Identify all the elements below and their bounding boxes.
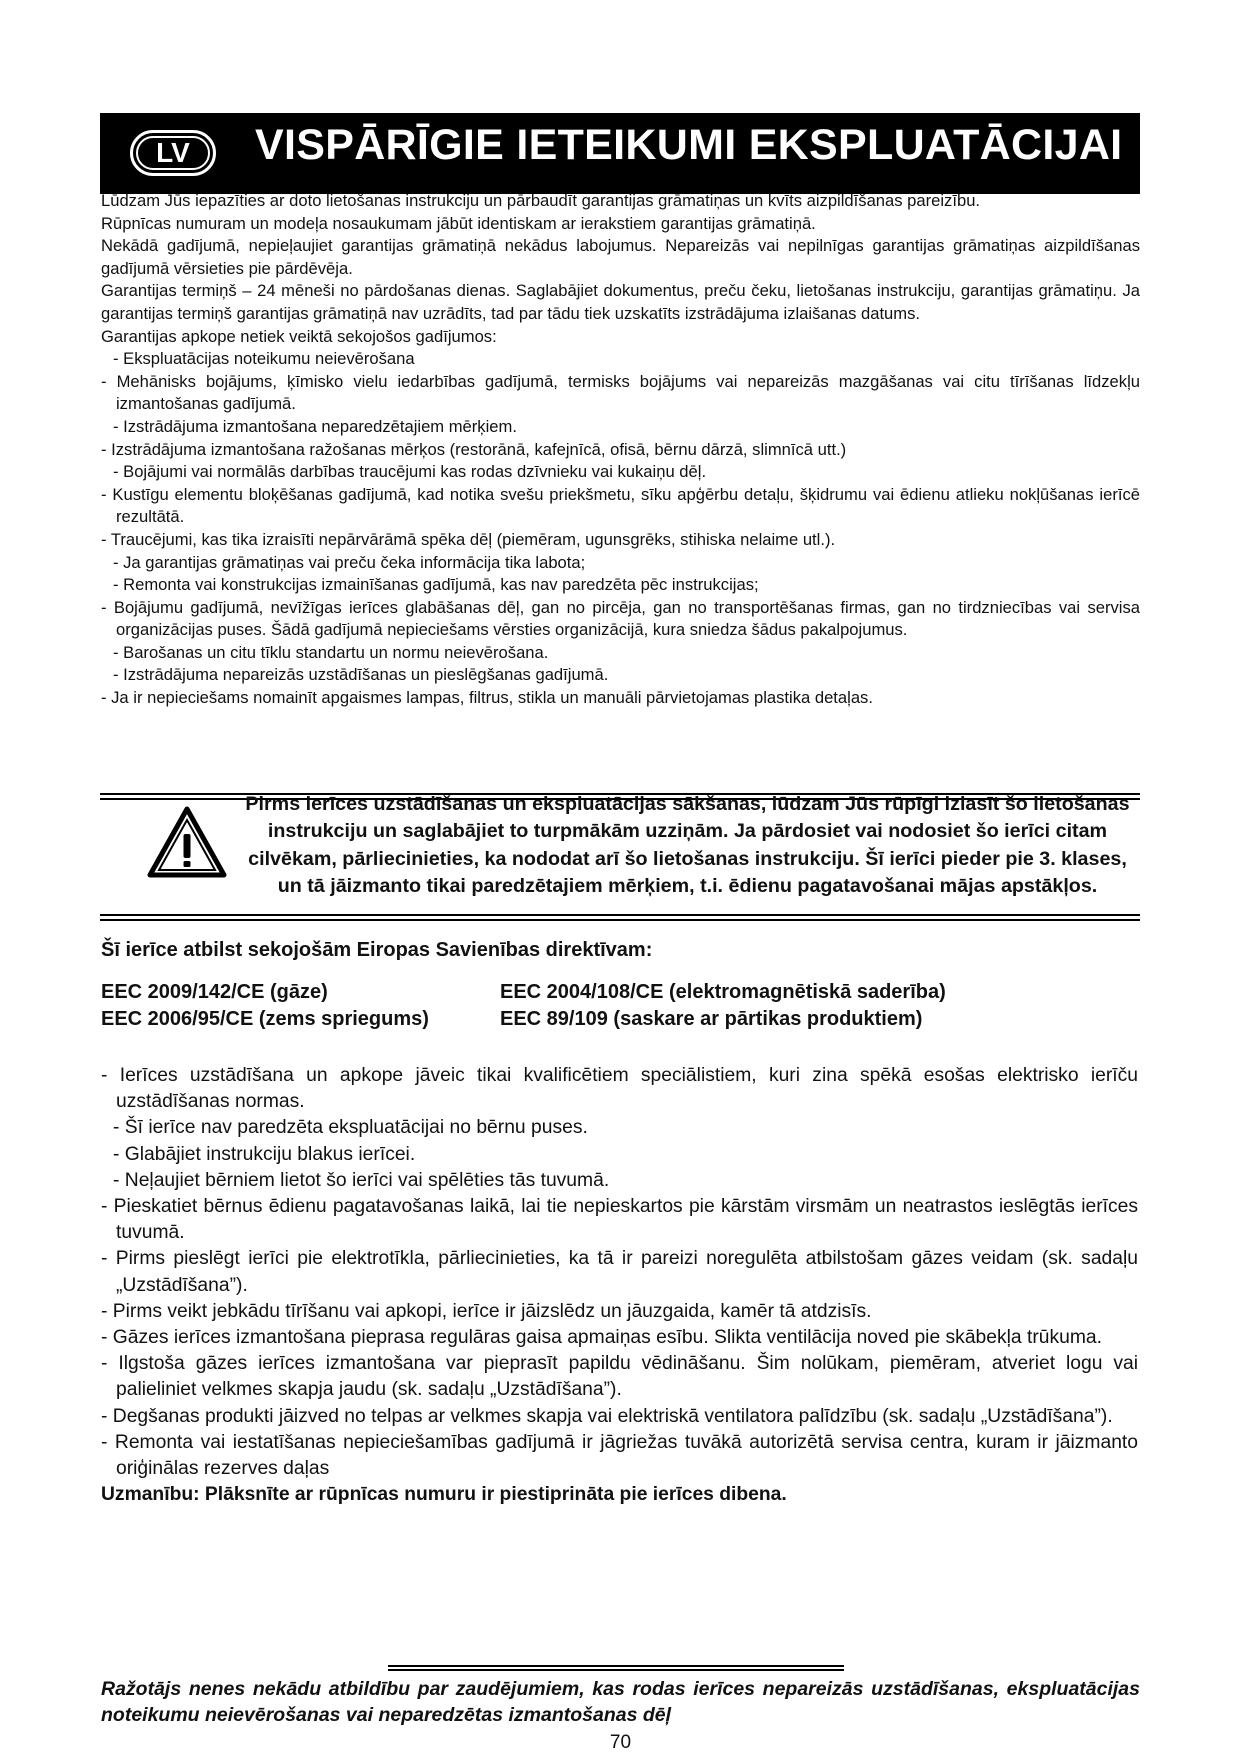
list-item: - Pieskatiet bērnus ēdienu pagatavošanas laikā, lai tie nepieskartos pie kārstām virsmām un neatrastos ieslēgtās ierīces tuvumā.: [101, 1196, 1138, 1244]
serial-plate-notice: Uzmanību: Plāksnīte ar rūpnīcas numuru ir piestiprināta pie ierīces dibena.: [101, 1484, 787, 1506]
directive-low-voltage: EEC 2006/95/CE (zems spriegums): [101, 1008, 429, 1030]
language-badge: [130, 130, 216, 176]
list-item: - Izstrādājuma nepareizās uzstādīšanas un pieslēgšanas gadījumā.: [113, 665, 609, 685]
directives-title: Šī ierīce atbilst sekojošām Eiropas Savienības direktīvam:: [101, 939, 653, 961]
list-item: - Izstrādājuma izmantošana neparedzētajiem mērķiem.: [113, 416, 517, 436]
title-bar: [100, 113, 1140, 194]
warning-triangle-icon: [147, 806, 227, 878]
warning-text: Pirms ierīces uzstādīšanas un ekspluatācijas sākšanas, lūdzam Jūs rūpīgi izlasīt šo lietošanas instrukciju un saglabājiet to turpmākām uzziņām. Ja pārdosiet vai nodosiet šo ierīci citam cilvēkam, pārliecinieties, ka nododat arī šo lietošanas instrukciju. Šī ierīci pieder pie 3. klases, un tā jāizmanto tikai paredzētajiem mērķiem, t.i. ēdienu pagatavošanai mājas apstākļos.: [245, 793, 1130, 898]
list-item: - Ekspluatācijas noteikumu neievērošana: [113, 349, 415, 369]
page-title: VISPĀRĪGIE IETEIKUMI EKSPLUATĀCIJAI: [255, 121, 1123, 169]
warranty-exclusions-list: [101, 348, 1140, 710]
list-item: - Traucējumi, kas tika izraisīti nepārvārāmā spēka dēļ (piemēram, ugunsgrēks, stihiska nelaime utl.).: [101, 529, 836, 549]
intro-paragraph: Nekādā gadījumā, nepieļaujiet garantijas grāmatiņā nekādus labojumus. Nepareizās vai nepilnīgas garantijas grāmatiņas aizpildīšanas gadījumā vērsieties pie pārdēvēja.: [101, 236, 1140, 278]
disclaimer: Ražotājs nenes nekādu atbildību par zaudējumiem, kas rodas ierīces nepareizās uzstādīšanas, ekspluatācijas noteikumu neievērošanas vai neparedzētas izmantošanas dēļ: [101, 1678, 1140, 1726]
list-item: - Ilgstoša gāzes ierīces izmantošana var pieprasīt papildu vēdināšanu. Šim nolūkam, piemēram, atveriet logu vai palieliniet velkmes skapja jaudu (sk. sadaļu „Uzstādīšana”).: [101, 1353, 1138, 1401]
list-item: - Remonta vai konstrukcijas izmainīšanas gadījumā, kas nav paredzēta pēc instrukcijas;: [113, 575, 759, 595]
list-item: - Degšanas produkti jāizved no telpas ar velkmes skapja vai elektriskā ventilatora palīdzību (sk. sadaļu „Uzstādīšana”).: [101, 1405, 1113, 1427]
list-item: - Barošanas un citu tīklu standartu un normu neievērošana.: [113, 642, 549, 662]
list-item: - Šī ierīce nav paredzēta ekspluatācijai no bērnu puses.: [113, 1117, 588, 1139]
list-item: - Ja garantijas grāmatiņas vai preču čeka informācija tika labota;: [113, 552, 586, 572]
divider-bottom: [100, 914, 1140, 921]
directive-row: [101, 1008, 923, 1031]
safety-list: [101, 1063, 1138, 1482]
safety-instructions: [101, 1063, 1138, 1508]
list-item: - Bojājumi vai normālās darbības traucējumi kas rodas dzīvnieku vai kukaiņu dēļ.: [113, 462, 707, 482]
intro-paragraph: Lūdzam Jūs iepazīties ar doto lietošanas instrukciju un pārbaudīt garantijas grāmatiņas un kvīts aizpildīšanas pareizību.: [101, 191, 981, 210]
list-item: - Bojājumu gadījumā, nevīžīgas ierīces glabāšanas dēļ, gan no pircēja, gan no transportēšanas firmas, gan no tirdzniecības vai servisa organizācijas puses. Šādā gadījumā nepieciešams vērsties organizācijā, kura sniedza šādus pakalpojumus.: [101, 597, 1140, 640]
directive-row: [101, 981, 946, 1004]
intro-paragraph: Rūpnīcas numuram un modeļa nosaukumam jābūt identiskam ar ierakstiem garantijas grāmatiņā.: [101, 213, 816, 233]
list-item: - Remonta vai iestatīšanas nepieciešamības gadījumā ir jāgriežas tuvākā autorizētā servisa centra, kuram ir jāizmanto oriģinālas rezerves daļas: [101, 1431, 1138, 1480]
list-item: - Kustīgu elementu bloķēšanas gadījumā, kad notika svešu priekšmetu, sīku apģērbu detaļu, šķidrumu vai ēdienu atlieku nokļūšanas ierīcē rezultātā.: [101, 484, 1140, 527]
page-number: 70: [609, 1732, 632, 1753]
intro-paragraph: Garantijas termiņš – 24 mēneši no pārdošanas dienas. Saglabājiet dokumentus, preču čeku, lietošanas instrukciju, garantijas grāmatiņu. Ja garantijas termiņš garantijas grāmatiņā nav uzrādīts, tad par tādu tiek uzskatīts izstrādājuma izlaišanas datums.: [101, 281, 1140, 323]
list-item: - Izstrādājuma izmantošana ražošanas mērķos (restorānā, kafejnīcā, ofisā, bērnu dārzā, slimnīcā utt.): [101, 439, 847, 459]
list-item: - Ja ir nepieciešams nomainīt apgaismes lampas, filtrus, stikla un manuāli pārvietojamas plastika detaļas.: [101, 688, 873, 708]
list-item: - Gāzes ierīces izmantošana pieprasa regulāras gaisa apmaiņas esību. Slikta ventilācija noved pie skābekļa trūkuma.: [101, 1327, 1103, 1349]
warranty-section: [101, 190, 1140, 710]
directive-food-contact: EEC 89/109 (saskare ar pārtikas produktiem): [500, 1008, 923, 1030]
intro-paragraph: Garantijas apkope netiek veiktā sekojošos gadījumos:: [101, 326, 497, 346]
list-item: - Pirms pieslēgt ierīci pie elektrotīkla, pārliecinieties, ka tā ir pareizi noregulēta atbilstošam gāzes veidam (sk. sadaļu „Uzstādīšana”).: [101, 1248, 1138, 1296]
list-item: - Ierīces uzstādīšana un apkope jāveic tikai kvalificētiem speciālistiem, kuri zina spēkā esošas elektrisko ierīču uzstādīšanas normas.: [101, 1065, 1138, 1113]
list-item: - Mehānisks bojājums, ķīmisko vielu iedarbības gadījumā, termisks bojājums vai nepareizās mazgāšanas vai citu tīrīšanas līdzekļu izmantošanas gadījumā.: [101, 371, 1140, 414]
directive-emc: EEC 2004/108/CE (elektromagnētiskā saderība): [500, 981, 946, 1003]
list-item: - Glabājiet instrukciju blakus ierīcei.: [113, 1143, 416, 1165]
list-item: - Pirms veikt jebkādu tīrīšanu vai apkopi, ierīce ir jāizslēdz un jāuzgaida, kamēr tā atdzisīs.: [101, 1300, 872, 1322]
list-item: - Neļaujiet bērniem lietot šo ierīci vai spēlēties tās tuvumā.: [113, 1169, 610, 1191]
footer-divider: [388, 1665, 844, 1671]
language-code: LV: [136, 136, 210, 170]
directive-gas: EEC 2009/142/CE (gāze): [101, 981, 328, 1003]
